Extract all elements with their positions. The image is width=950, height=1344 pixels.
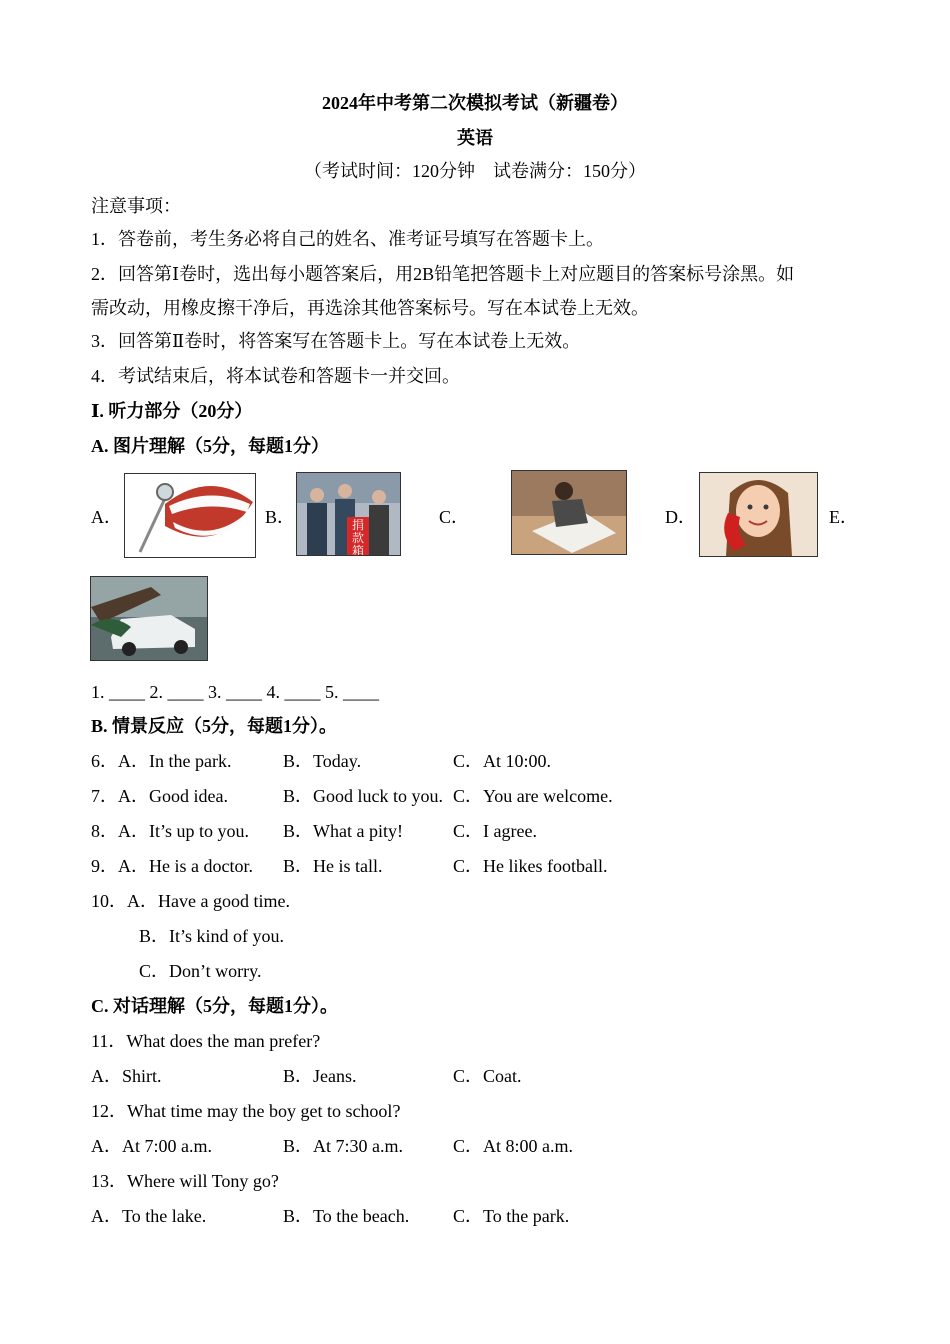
question-text: 13．Where will Tony go? xyxy=(91,1171,279,1191)
note-item: 需改动，用橡皮擦干净后，再选涂其他答案标号。写在本试卷上无效。 xyxy=(91,298,649,318)
exam-info: （考试时间：120分钟 试卷满分：150分） xyxy=(304,161,646,181)
note-item: 2．回答第Ⅰ卷时，选出每小题答案后，用2B铅笔把答题卡上对应题目的答案标号涂黑。如 xyxy=(91,264,795,284)
image-label-c: C． xyxy=(439,507,470,527)
question-option: B．It’s kind of you. xyxy=(139,926,285,946)
question-option: A．Shirt. xyxy=(91,1066,162,1086)
question-option: A．To the lake. xyxy=(91,1206,207,1226)
image-label-a: A． xyxy=(91,507,122,527)
section-c-heading: C. 对话理解（5分，每题1分）。 xyxy=(91,996,338,1016)
image-label-e: E． xyxy=(829,507,858,527)
section-a-heading: A. 图片理解（5分，每题1分） xyxy=(91,436,329,456)
boy-on-floor-icon xyxy=(512,471,626,554)
girl-telephone-icon xyxy=(700,473,817,556)
question-text: 11．What does the man prefer? xyxy=(91,1031,321,1051)
question-option: C．Don’t worry. xyxy=(139,961,262,981)
teeth-image xyxy=(124,473,256,558)
note-item: 3．回答第Ⅱ卷时，将答案写在答题卡上。写在本试卷上无效。 xyxy=(91,331,581,351)
image-label-b: B． xyxy=(265,507,296,527)
question-option: B．He is tall. xyxy=(283,856,383,876)
notes-heading: 注意事项： xyxy=(91,196,181,216)
question-option: A．At 7:00 a.m. xyxy=(91,1136,212,1156)
question-option: C．You are welcome. xyxy=(453,786,613,806)
part-heading: Ⅰ. 听力部分（20分） xyxy=(91,401,253,421)
question-text: 12．What time may the boy get to school? xyxy=(91,1101,401,1121)
crashed-car-icon xyxy=(91,577,207,660)
mouth-dentist-icon xyxy=(125,474,255,557)
section-a-answers: 1. ____ 2. ____ 3. ____ 4. ____ 5. ____ xyxy=(91,682,379,702)
note-item: 1．答卷前，考生务必将自己的姓名、准考证号填写在答题卡上。 xyxy=(91,229,604,249)
question-option: C．At 8:00 a.m. xyxy=(453,1136,573,1156)
question-option: B．What a pity! xyxy=(283,821,403,841)
question-option: C．I agree. xyxy=(453,821,537,841)
question-option: B．To the beach. xyxy=(283,1206,410,1226)
question-option: B．Good luck to you. xyxy=(283,786,443,806)
question-option: 6．A．In the park. xyxy=(91,751,232,771)
question-option: 8．A．It’s up to you. xyxy=(91,821,250,841)
boy-puzzle-image xyxy=(511,470,627,555)
question-option: B．Jeans. xyxy=(283,1066,357,1086)
question-option: C．Coat. xyxy=(453,1066,522,1086)
note-item: 4．考试结束后，将本试卷和答题卡一并交回。 xyxy=(91,366,460,386)
donation-box-text: 捐款箱 xyxy=(351,518,364,556)
question-option: B．Today. xyxy=(283,751,362,771)
page-title: 2024年中考第二次模拟考试（新疆卷） xyxy=(322,93,628,113)
donation-image xyxy=(296,472,401,556)
section-b-heading: B. 情景反应（5分，每题1分）。 xyxy=(91,716,338,736)
girl-phone-image xyxy=(699,472,818,557)
question-option: 9．A．He is a doctor. xyxy=(91,856,253,876)
subject-title: 英语 xyxy=(457,128,493,148)
question-option: B．At 7:30 a.m. xyxy=(283,1136,403,1156)
question-option: 7．A．Good idea. xyxy=(91,786,228,806)
question-option: C．To the park. xyxy=(453,1206,570,1226)
question-option: C．He likes football. xyxy=(453,856,608,876)
car-accident-image xyxy=(90,576,208,661)
question-option: C．At 10:00. xyxy=(453,751,552,771)
image-label-d: D． xyxy=(665,507,696,527)
question-option: 10．A．Have a good time. xyxy=(91,891,290,911)
